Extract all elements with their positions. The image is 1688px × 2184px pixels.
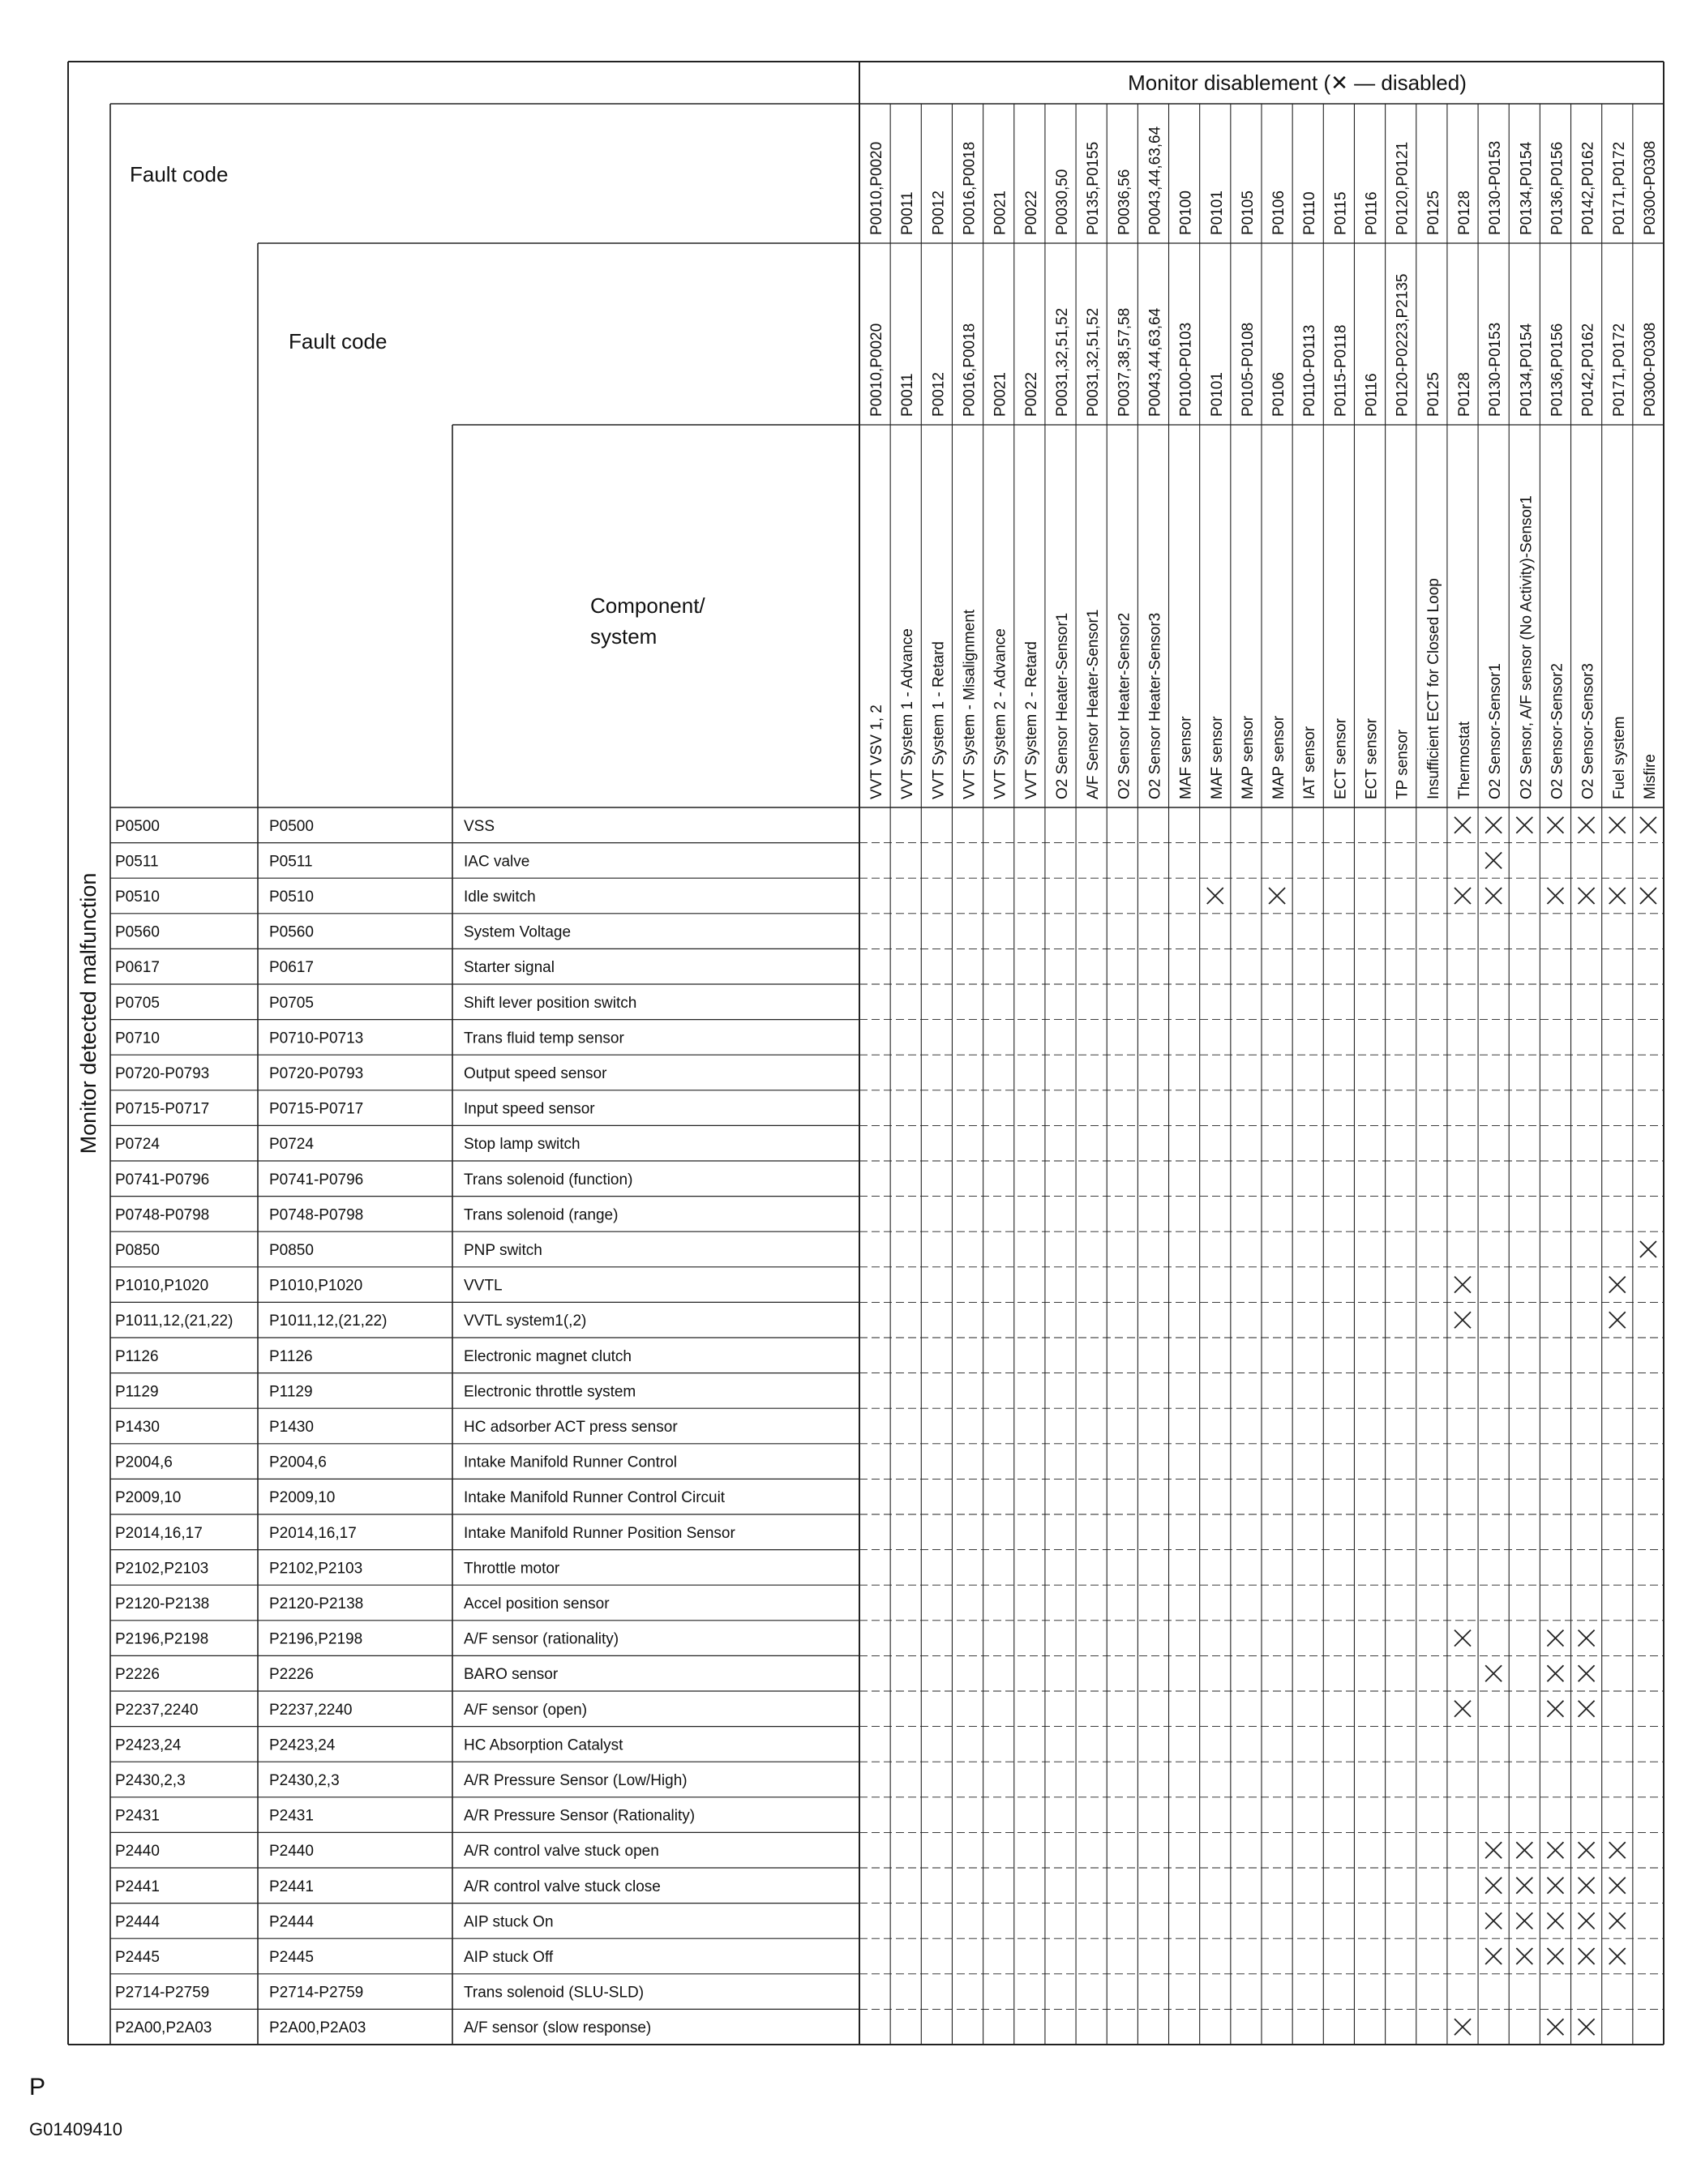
column-component-label: Insufficient ECT for Closed Loop (1425, 578, 1442, 799)
column-code2-label: P0106 (1270, 372, 1288, 417)
column-code1-label: P0136,P0156 (1549, 141, 1566, 235)
row-code1-label: P2004,6 (115, 1454, 173, 1471)
disabled-x-mark (1485, 817, 1502, 833)
disabled-x-mark (1609, 1312, 1626, 1328)
column-code2-label: P0116 (1363, 373, 1381, 417)
row-component-label: Stop lamp switch (464, 1136, 581, 1154)
column-code1-label: P0125 (1425, 191, 1442, 235)
column-code2-label: P0125 (1425, 372, 1442, 417)
row-code1-label: P2A00,P2A03 (115, 2019, 212, 2037)
column-code1-label: P0300-P0308 (1641, 140, 1659, 235)
row-code1-label: P2196,P2198 (115, 1630, 209, 1648)
row-code1-label: P2441 (115, 1878, 160, 1895)
disabled-x-mark (1640, 1241, 1656, 1257)
column-code2-label: P0130-P0153 (1487, 322, 1505, 417)
disabled-x-mark (1547, 2019, 1563, 2035)
disabled-x-mark (1579, 1630, 1595, 1647)
column-code2-label: P0120-P0223,P2135 (1394, 273, 1412, 417)
column-code1-label: P0142,P0162 (1579, 141, 1597, 235)
column-code2-label: P0043,44,63,64 (1146, 307, 1164, 417)
column-component-label: VVT System - Misalignment (961, 609, 979, 799)
disabled-x-mark (1609, 817, 1626, 833)
row-code2-label: P0741-P0796 (269, 1171, 364, 1188)
row-code1-label: P0741-P0796 (115, 1171, 210, 1188)
column-code1-label: P0030,50 (1054, 169, 1071, 235)
row-code2-label: P2196,P2198 (269, 1630, 363, 1648)
row-code1-label: P2444 (115, 1913, 160, 1931)
row-component-label: Input speed sensor (464, 1100, 595, 1118)
row-code1-label: P0850 (115, 1242, 160, 1259)
row-code1-label: P0617 (115, 959, 160, 977)
column-code2-label: P0100-P0103 (1177, 322, 1195, 417)
row-code1-label: P0500 (115, 817, 160, 835)
disabled-x-mark (1516, 817, 1532, 833)
disabled-x-mark (1547, 1912, 1563, 1929)
row-component-label: PNP switch (464, 1242, 542, 1259)
row-code1-label: P2226 (115, 1666, 160, 1684)
disabled-x-mark (1269, 888, 1285, 904)
column-code2-label: P0110-P0113 (1301, 324, 1319, 417)
column-component-label: ECT sensor (1332, 718, 1350, 799)
disabled-x-mark (1640, 817, 1656, 833)
disabled-x-mark (1579, 817, 1595, 833)
row-code2-label: P0715-P0717 (269, 1100, 364, 1118)
column-component-label: O2 Sensor-Sensor3 (1579, 663, 1597, 799)
column-code1-label: P0100 (1177, 191, 1195, 235)
row-code2-label: P1129 (269, 1383, 313, 1401)
disabled-x-mark (1455, 2019, 1471, 2035)
row-component-label: Accel position sensor (464, 1595, 610, 1612)
disabled-x-mark (1579, 1842, 1595, 1858)
row-component-label: Starter signal (464, 959, 555, 977)
row-code2-label: P2237,2240 (269, 1701, 353, 1719)
component-system-label-2: system (590, 624, 658, 649)
column-code1-label: P0130-P0153 (1487, 140, 1505, 235)
column-component-label: O2 Sensor Heater-Sensor1 (1054, 612, 1071, 799)
disabled-x-mark (1485, 1948, 1502, 1964)
disabled-x-mark (1455, 888, 1471, 904)
column-component-label: VVT VSV 1, 2 (868, 704, 886, 799)
disabled-x-mark (1485, 1665, 1502, 1681)
row-component-label: Trans solenoid (function) (464, 1171, 633, 1188)
disabled-x-mark (1516, 1842, 1532, 1858)
column-code2-label: P0031,32,51,52 (1085, 307, 1103, 417)
disabled-x-mark (1547, 888, 1563, 904)
table-labels (76, 71, 1659, 2036)
row-component-label: System Voltage (464, 923, 572, 941)
disabled-x-mark (1207, 888, 1223, 904)
column-component-label: Thermostat (1456, 721, 1473, 799)
page-letter: P (29, 2074, 46, 2100)
disabled-x-mark (1609, 1948, 1626, 1964)
column-code2-label: P0134,P0154 (1518, 323, 1536, 417)
row-code2-label: P2102,P2103 (269, 1560, 363, 1578)
column-component-label: O2 Sensor, A/F sensor (No Activity)-Sensor1 (1518, 495, 1536, 799)
row-code2-label: P0560 (269, 923, 314, 941)
disabled-x-mark (1485, 852, 1502, 868)
row-code1-label: P0724 (115, 1136, 160, 1154)
column-code2-label: P0037,38,57,58 (1116, 307, 1133, 417)
row-component-label: Trans solenoid (range) (464, 1206, 619, 1224)
row-component-label: Trans fluid temp sensor (464, 1030, 624, 1047)
disabled-x-mark (1516, 1948, 1532, 1964)
column-code1-label: P0036,56 (1116, 169, 1133, 235)
disabled-x-mark (1547, 1842, 1563, 1858)
column-component-label: VVT System 2 - Advance (992, 628, 1009, 799)
column-code2-label: P0142,P0162 (1579, 323, 1597, 417)
disabled-x-mark (1640, 888, 1656, 904)
row-code1-label: P0705 (115, 994, 160, 1012)
row-component-label: HC Absorption Catalyst (464, 1736, 623, 1754)
row-component-label: Intake Manifold Runner Control Circuit (464, 1489, 726, 1507)
row-code1-label: P2445 (115, 1949, 160, 1966)
column-code2-label: P0022 (1022, 372, 1040, 417)
disabled-x-mark (1547, 1701, 1563, 1717)
disabled-x-mark (1579, 2019, 1595, 2035)
column-component-label: IAT sensor (1301, 726, 1319, 799)
column-code2-label: P0115-P0118 (1332, 324, 1350, 417)
column-component-label: VVT System 1 - Retard (930, 641, 948, 799)
disabled-x-mark (1485, 1842, 1502, 1858)
row-code2-label: P1011,12,(21,22) (269, 1313, 388, 1330)
row-component-label: A/R control valve stuck open (464, 1843, 659, 1861)
column-code1-label: P0012 (930, 191, 948, 235)
row-component-label: VVTL (464, 1277, 503, 1295)
row-component-label: VVTL system1(,2) (464, 1313, 587, 1330)
row-component-label: BARO sensor (464, 1666, 559, 1684)
disabled-x-mark (1609, 1277, 1626, 1293)
row-code2-label: P2445 (269, 1949, 314, 1966)
row-code2-label: P2423,24 (269, 1736, 336, 1754)
column-component-label: MAF sensor (1208, 716, 1226, 799)
column-code1-label: P0016,P0018 (961, 141, 979, 235)
row-code2-label: P2226 (269, 1666, 314, 1684)
column-component-label: VVT System 1 - Advance (899, 628, 917, 799)
row-code2-label: P2431 (269, 1807, 314, 1825)
column-code2-label: P0021 (992, 372, 1009, 417)
row-code1-label: P2431 (115, 1807, 160, 1825)
row-component-label: Trans solenoid (SLU-SLD) (464, 1984, 645, 2002)
column-code1-label: P0115 (1332, 191, 1350, 235)
row-code1-label: P2009,10 (115, 1489, 182, 1507)
row-component-label: VSS (464, 817, 495, 835)
disabled-x-mark (1547, 1630, 1563, 1647)
row-code2-label: P0748-P0798 (269, 1206, 364, 1224)
row-component-label: AIP stuck Off (464, 1949, 554, 1966)
row-component-label: IAC valve (464, 853, 530, 871)
row-code1-label: P0511 (115, 853, 159, 871)
column-component-label: O2 Sensor-Sensor1 (1487, 663, 1505, 799)
column-code1-label: P0116 (1363, 191, 1381, 235)
column-component-label: TP sensor (1394, 729, 1412, 799)
disabled-x-mark (1455, 1277, 1471, 1293)
column-component-label: MAP sensor (1239, 715, 1257, 799)
fault-code-second-label: Fault code (289, 329, 388, 353)
row-component-label: Idle switch (464, 889, 536, 906)
row-component-label: Intake Manifold Runner Control (464, 1454, 677, 1471)
disabled-x-mark (1455, 1630, 1471, 1647)
row-code1-label: P2714-P2759 (115, 1984, 210, 2002)
row-component-label: Output speed sensor (464, 1065, 607, 1082)
disabled-x-mark (1516, 1912, 1532, 1929)
column-code1-label: P0120,P0121 (1394, 141, 1412, 235)
disabled-x-mark (1547, 1878, 1563, 1894)
row-component-label: A/R Pressure Sensor (Low/High) (464, 1772, 688, 1789)
row-code2-label: P1430 (269, 1419, 314, 1436)
column-code2-label: P0128 (1456, 372, 1473, 417)
column-component-label: VVT System 2 - Retard (1022, 641, 1040, 799)
row-code1-label: P1129 (115, 1383, 159, 1401)
disabled-x-mark (1455, 1701, 1471, 1717)
row-code1-label: P2237,2240 (115, 1701, 199, 1719)
column-code2-label: P0031,32,51,52 (1054, 307, 1071, 417)
row-code1-label: P1010,P1020 (115, 1277, 209, 1295)
row-code2-label: P2004,6 (269, 1454, 327, 1471)
row-code1-label: P2014,16,17 (115, 1524, 203, 1542)
disabled-x-mark (1579, 1665, 1595, 1681)
column-code2-label: P0012 (930, 372, 948, 417)
row-component-label: Intake Manifold Runner Position Sensor (464, 1524, 735, 1542)
column-component-label: A/F Sensor Heater-Sensor1 (1085, 609, 1103, 799)
column-code2-label: P0105-P0108 (1239, 322, 1257, 417)
column-code1-label: P0105 (1239, 191, 1257, 235)
row-component-label: Throttle motor (464, 1560, 560, 1578)
row-code2-label: P2714-P2759 (269, 1984, 364, 2002)
row-code1-label: P0510 (115, 889, 160, 906)
row-code2-label: P0720-P0793 (269, 1065, 364, 1082)
column-code2-label: P0010,P0020 (868, 323, 886, 417)
row-code2-label: P0850 (269, 1242, 314, 1259)
column-code2-label: P0136,P0156 (1549, 323, 1566, 417)
row-code1-label: P0720-P0793 (115, 1065, 210, 1082)
disabled-x-mark (1579, 1912, 1595, 1929)
row-code2-label: P2A00,P2A03 (269, 2019, 366, 2037)
column-code2-label: P0101 (1208, 372, 1226, 417)
row-code2-label: P0511 (269, 853, 313, 871)
column-component-label: O2 Sensor Heater-Sensor2 (1116, 612, 1133, 799)
column-component-label: Fuel system (1610, 716, 1628, 799)
column-code2-label: P0011 (899, 373, 917, 417)
disabled-x-mark (1609, 1878, 1626, 1894)
column-component-label: ECT sensor (1363, 718, 1381, 799)
column-code1-label: P0010,P0020 (868, 141, 886, 235)
column-code1-label: P0171,P0172 (1610, 141, 1628, 235)
row-code2-label: P2009,10 (269, 1489, 336, 1507)
column-code1-label: P0128 (1456, 191, 1473, 235)
row-code1-label: P0560 (115, 923, 160, 941)
column-code1-label: P0022 (1022, 191, 1040, 235)
disabled-x-mark (1609, 1912, 1626, 1929)
row-code2-label: P2441 (269, 1878, 314, 1895)
row-code2-label: P2444 (269, 1913, 314, 1931)
column-component-label: MAF sensor (1177, 716, 1195, 799)
row-code1-label: P1430 (115, 1419, 160, 1436)
column-code2-label: P0016,P0018 (961, 323, 979, 417)
row-component-label: AIP stuck On (464, 1913, 554, 1931)
row-code1-label: P2440 (115, 1843, 160, 1861)
column-code1-label: P0110 (1301, 191, 1319, 235)
row-code1-label: P1011,12,(21,22) (115, 1313, 233, 1330)
column-code1-label: P0135,P0155 (1085, 141, 1103, 235)
row-code1-label: P1126 (115, 1347, 159, 1365)
row-component-label: A/F sensor (rationality) (464, 1630, 619, 1648)
disabled-x-mark (1547, 1665, 1563, 1681)
disabled-x-mark (1579, 1948, 1595, 1964)
row-code2-label: P2120-P2138 (269, 1595, 364, 1612)
row-code1-label: P0748-P0798 (115, 1206, 210, 1224)
disabled-x-mark (1609, 888, 1626, 904)
disabled-x-mark (1547, 1948, 1563, 1964)
row-code2-label: P2014,16,17 (269, 1524, 357, 1542)
column-code1-label: P0106 (1270, 191, 1288, 235)
row-code2-label: P0510 (269, 889, 314, 906)
disabled-x-mark (1455, 817, 1471, 833)
row-code2-label: P2430,2,3 (269, 1772, 340, 1789)
disabled-x-mark (1579, 888, 1595, 904)
row-code2-label: P1010,P1020 (269, 1277, 363, 1295)
row-code2-label: P0617 (269, 959, 314, 977)
column-code1-label: P0043,44,63,64 (1146, 126, 1164, 235)
row-code2-label: P2440 (269, 1843, 314, 1861)
column-code1-label: P0101 (1208, 191, 1226, 235)
column-component-label: O2 Sensor Heater-Sensor3 (1146, 612, 1164, 799)
component-system-label-1: Component/ (590, 593, 705, 618)
row-code1-label: P0710 (115, 1030, 160, 1047)
fault-code-top-label: Fault code (130, 162, 229, 186)
row-code2-label: P0710-P0713 (269, 1030, 364, 1047)
column-component-label: O2 Sensor-Sensor2 (1549, 663, 1566, 799)
row-code1-label: P2430,2,3 (115, 1772, 186, 1789)
disable-marks (1207, 817, 1656, 2035)
row-component-label: HC adsorber ACT press sensor (464, 1419, 678, 1436)
monitor-detected-malfunction-label: Monitor detected malfunction (76, 872, 101, 1154)
row-component-label: A/F sensor (open) (464, 1701, 588, 1719)
row-code1-label: P2423,24 (115, 1736, 182, 1754)
row-component-label: Electronic magnet clutch (464, 1347, 632, 1365)
disabled-x-mark (1485, 888, 1502, 904)
column-code1-label: P0134,P0154 (1518, 141, 1536, 235)
row-component-label: Electronic throttle system (464, 1383, 636, 1401)
column-component-label: MAP sensor (1270, 715, 1288, 799)
row-code2-label: P0724 (269, 1136, 314, 1154)
row-component-label: A/R Pressure Sensor (Rationality) (464, 1807, 696, 1825)
row-code1-label: P0715-P0717 (115, 1100, 210, 1118)
column-code2-label: P0300-P0308 (1641, 322, 1659, 417)
disabled-x-mark (1485, 1912, 1502, 1929)
disabled-x-mark (1579, 1701, 1595, 1717)
disabled-x-mark (1485, 1878, 1502, 1894)
disabled-x-mark (1579, 1878, 1595, 1894)
column-code2-label: P0171,P0172 (1610, 323, 1628, 417)
row-code2-label: P0500 (269, 817, 314, 835)
disabled-x-mark (1609, 1842, 1626, 1858)
row-code1-label: P2120-P2138 (115, 1595, 210, 1612)
row-component-label: A/R control valve stuck close (464, 1878, 661, 1895)
monitor-disablement-title: Monitor disablement (✕ — disabled) (1128, 71, 1467, 95)
disabled-x-mark (1547, 817, 1563, 833)
column-component-label: Misfire (1641, 754, 1659, 799)
row-code2-label: P0705 (269, 994, 314, 1012)
column-code1-label: P0011 (899, 191, 917, 235)
figure-id: G01409410 (29, 2119, 122, 2139)
row-code1-label: P2102,P2103 (115, 1560, 209, 1578)
disabled-x-mark (1455, 1312, 1471, 1328)
column-code1-label: P0021 (992, 191, 1009, 235)
disabled-x-mark (1516, 1878, 1532, 1894)
row-component-label: A/F sensor (slow response) (464, 2019, 652, 2037)
row-code2-label: P1126 (269, 1347, 313, 1365)
row-component-label: Shift lever position switch (464, 994, 637, 1012)
